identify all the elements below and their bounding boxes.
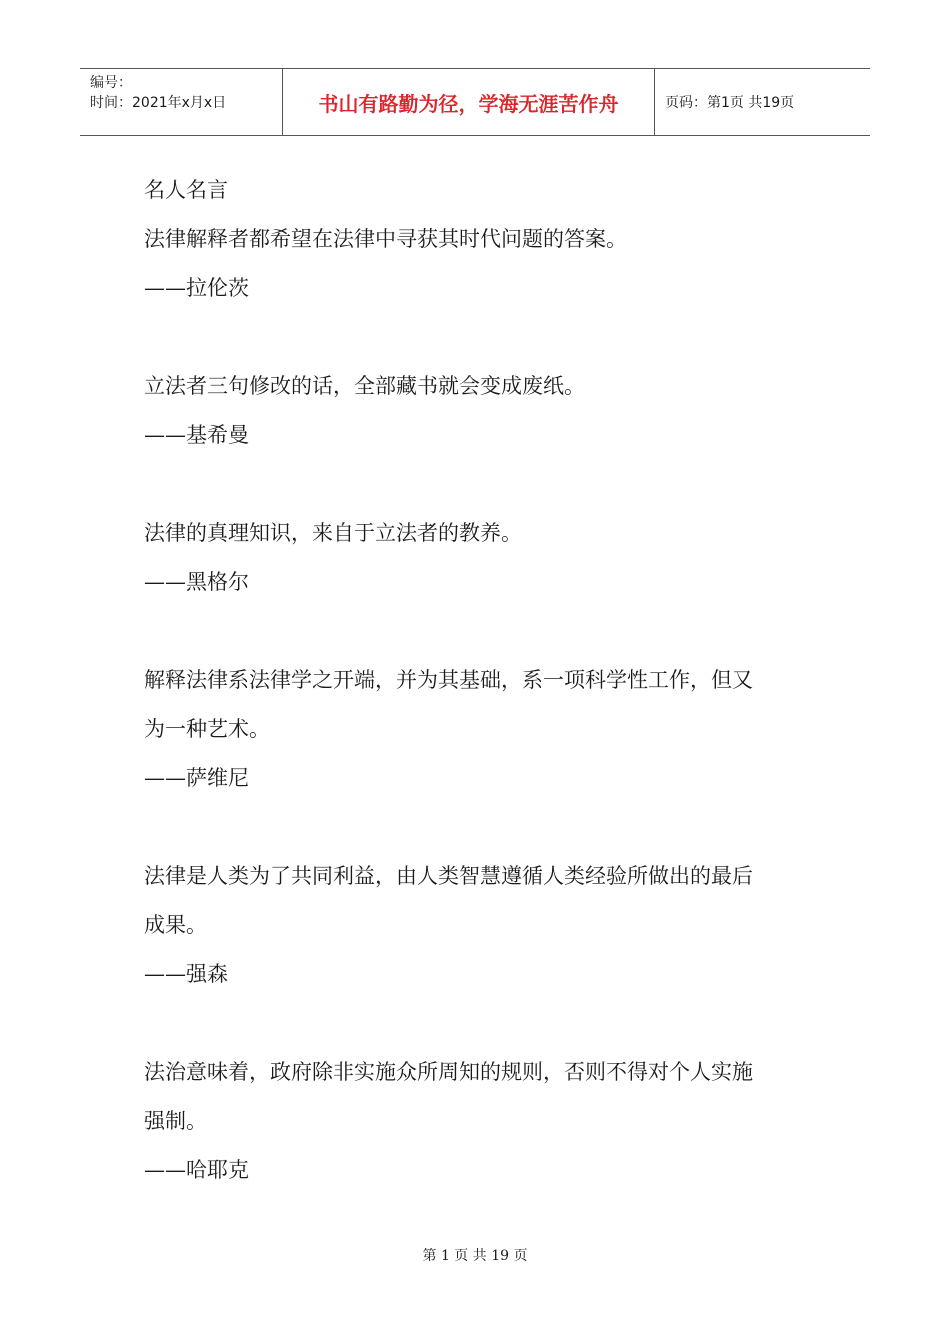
- header-page-info: 页码：第1页 共19页: [665, 95, 795, 111]
- quote-block: [144, 852, 804, 999]
- quote-block: [144, 509, 804, 607]
- quote-author: ——强森: [144, 962, 228, 986]
- header-motto: 书山有路勤为径，学海无涯苦作舟: [282, 69, 655, 135]
- header-meta: [80, 69, 282, 135]
- quote-line: 强制。: [144, 1109, 207, 1133]
- page-footer: 第 1 页 共 19 页: [422, 1248, 528, 1264]
- page-title: 名人名言: [144, 178, 228, 202]
- quote-author: ——哈耶克: [144, 1158, 249, 1182]
- number-label: 编号：: [90, 75, 132, 91]
- quote-author: ——萨维尼: [144, 766, 249, 790]
- quote-line: 法律是人类为了共同利益，由人类智慧遵循人类经验所做出的最后: [144, 864, 753, 888]
- quote-block: [144, 1048, 804, 1195]
- quote-line: 成果。: [144, 913, 207, 937]
- time-label: 时间：2021年x月x日: [90, 95, 227, 111]
- quote-line: 法律解释者都希望在法律中寻获其时代问题的答案。: [144, 227, 627, 251]
- quote-line: 为一种艺术。: [144, 717, 270, 741]
- quote-author: ——基希曼: [144, 423, 249, 447]
- quote-author: ——拉伦茨: [144, 276, 249, 300]
- quote-line: 解释法律系法律学之开端，并为其基础，系一项科学性工作，但又: [144, 668, 753, 692]
- quote-block: [144, 215, 804, 313]
- document-body: [144, 166, 804, 1244]
- document-header: [80, 68, 870, 136]
- quote-line: 立法者三句修改的话，全部藏书就会变成废纸。: [144, 374, 585, 398]
- quote-line: 法治意味着，政府除非实施众所周知的规则，否则不得对个人实施: [144, 1060, 753, 1084]
- quote-author: ——黑格尔: [144, 570, 249, 594]
- quote-block: [144, 362, 804, 460]
- quote-block: [144, 656, 804, 803]
- quote-line: 法律的真理知识，来自于立法者的教养。: [144, 521, 522, 545]
